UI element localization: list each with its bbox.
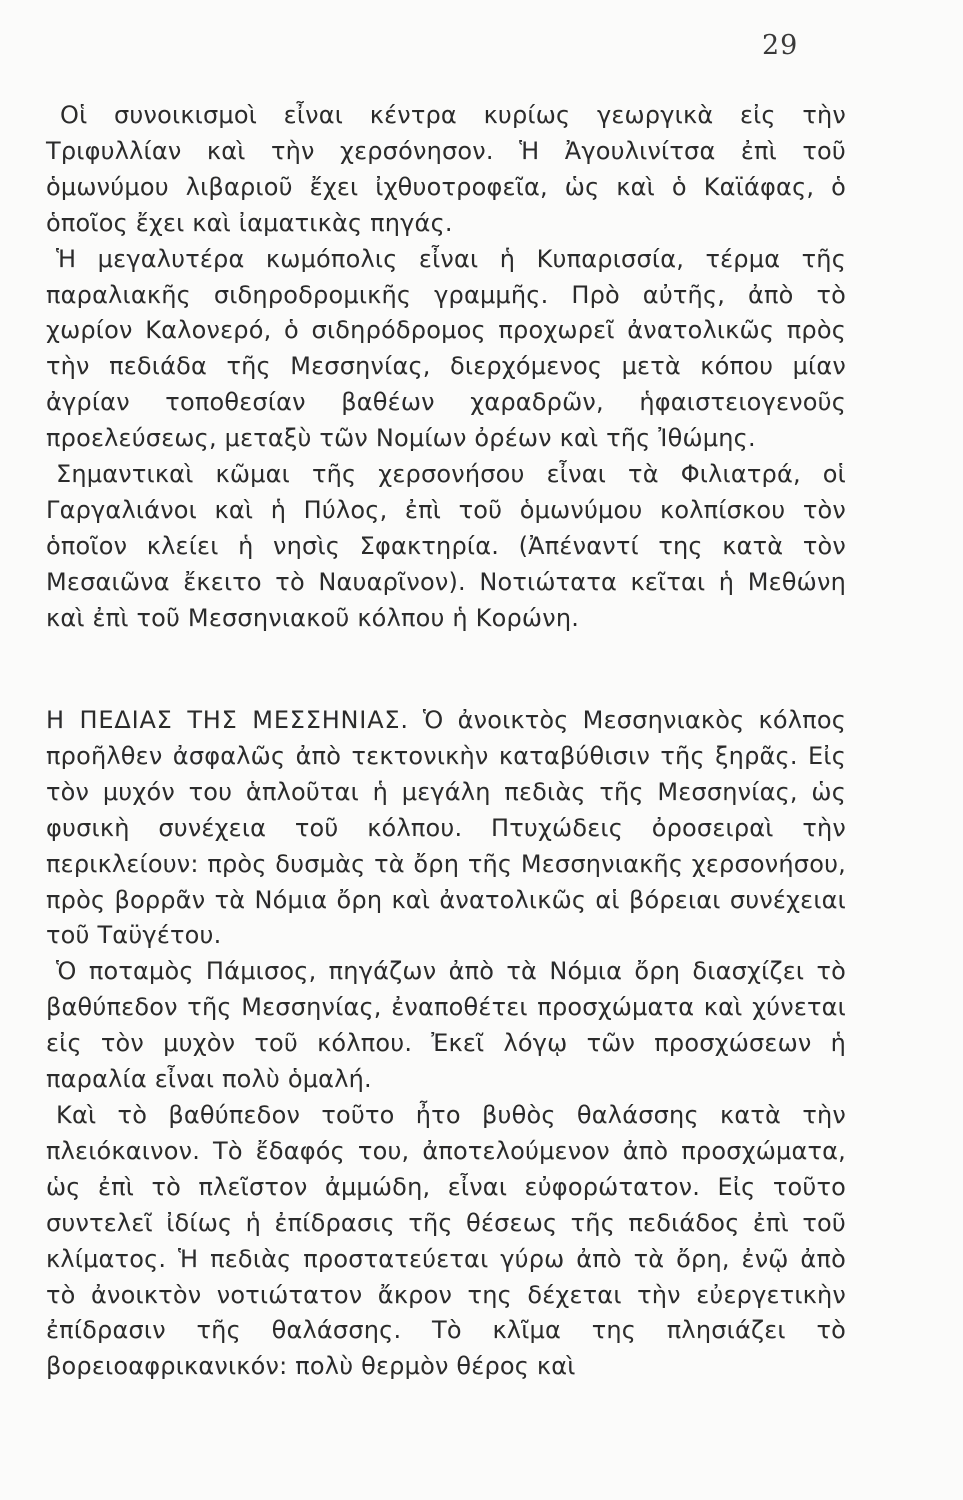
paragraph-villages: Σημαντικαὶ κῶμαι τῆς χερσονήσου εἶναι τὰ Φιλιατρά, οἱ Γαργαλιάνοι καὶ ἡ Πύλος, ἐπὶ τοῦ ὁμωνύμου κολπίσκου τὸν ὁποῖον κλείει ἡ νησὶς Σφακτηρία. (Ἀπέναντί της κατὰ τὸν Μεσαιῶνα ἔκειτο τὸ Ναυαρῖνον). Νοτιώτατα κεῖται ἡ Μεθώνη καὶ ἐπὶ τοῦ Μεσσηνιακοῦ κόλπου ἡ Κορώνη.: [46, 460, 846, 632]
section-heading: Η ΠΕΔΙΑΣ ΤΗΣ ΜΕΣΣΗΝΙΑΣ.: [46, 706, 409, 734]
paragraph-gulf-text: Ὁ ἀνοικτὸς Μεσσηνιακὸς κόλπος προῆλθεν ἀσφαλῶς ἀπὸ τεκτονικὴν καταβύθισιν τῆς ξηρᾶς. Εἰς τὸν μυχόν του ἁπλοῦται ἡ μεγάλη πεδιὰς τῆς Μεσσηνίας, ὡς φυσικὴ συνέχεια τοῦ κόλπου. Πτυχώδεις ὀροσειραὶ τὴν περικλείουν: πρὸς δυσμὰς τὰ ὄρη τῆς Μεσσηνιακῆς χερσονήσου, πρὸς βορρᾶν τὰ Νόμια ὄρη καὶ ἀνατολικῶς αἱ βόρειαι συνέχειαι τοῦ Ταϋγέτου.: [46, 706, 846, 950]
text-section-messinia-plain: [46, 703, 846, 1385]
text-section-settlements: [46, 98, 846, 637]
paragraph-climate: Καὶ τὸ βαθύπεδον τοῦτο ἦτο βυθὸς θαλάσσης κατὰ τὴν πλειόκαινον. Τὸ ἔδαφός του, ἀποτελούμενον ἀπὸ προσχώματα, ὡς ἐπὶ τὸ πλεῖστον ἀμμώδη, εἶναι εὐφορώτατον. Εἰς τοῦτο συντελεῖ ἰδίως ἡ ἐπίδρασις τῆς θέσεως τῆς πεδιάδος ἐπὶ τοῦ κλίματος. Ἡ πεδιὰς προστατεύεται γύρω ἀπὸ τὰ ὄρη, ἐνῷ ἀπὸ τὸ ἀνοικτὸν νοτιώτατον ἄκρον της δέχεται τὴν εὐεργετικὴν ἐπίδρασιν τῆς θαλάσσης. Τὸ κλῖμα της πλησιάζει τὸ βορειοαφρικανικόν: πολὺ θερμὸν θέρος καὶ: [46, 1100, 846, 1381]
paragraph-gulf: [46, 703, 846, 954]
page-number: 29: [762, 30, 799, 61]
paragraph-settlements: Οἱ συνοικισμοὶ εἶναι κέντρα κυρίως γεωργικὰ εἰς τὴν Τριφυλλίαν καὶ τὴν χερσόνησον. Ἡ Ἀγουλινίτσα ἐπὶ τοῦ ὁμωνύμου λιβαριοῦ ἔχει ἰχθυοτροφεῖα, ὡς καὶ ὁ Καϊάφας, ὁ ὁποῖος ἔχει καὶ ἰαματικὰς πηγάς.: [46, 101, 846, 237]
paragraph-kyparissia: Ἡ μεγαλυτέρα κωμόπολις εἶναι ἡ Κυπαρισσία, τέρμα τῆς παραλιακῆς σιδηροδρομικῆς γραμμῆς. Πρὸ αὐτῆς, ἀπὸ τὸ χωρίον Καλονερό, ὁ σιδηρόδρομος προχωρεῖ ἀνατολικῶς πρὸς τὴν πεδιάδα τῆς Μεσσηνίας, διερχόμενος μετὰ κόπου μίαν ἀγρίαν τοποθεσίαν βαθέων χαραδρῶν, ἡφαιστειογενοῦς προελεύσεως, μεταξὺ τῶν Νομίων ὀρέων καὶ τῆς Ἰθώμης.: [46, 244, 846, 453]
paragraph-pamisos: Ὁ ποταμὸς Πάμισος, πηγάζων ἀπὸ τὰ Νόμια ὄρη διασχίζει τὸ βαθύπεδον τῆς Μεσσηνίας, ἐναποθέτει προσχώματα καὶ χύνεται εἰς τὸν μυχὸν τοῦ κόλπου. Ἐκεῖ λόγῳ τῶν προσχώσεων ἡ παραλία εἶναι πολὺ ὁμαλή.: [46, 957, 846, 1094]
